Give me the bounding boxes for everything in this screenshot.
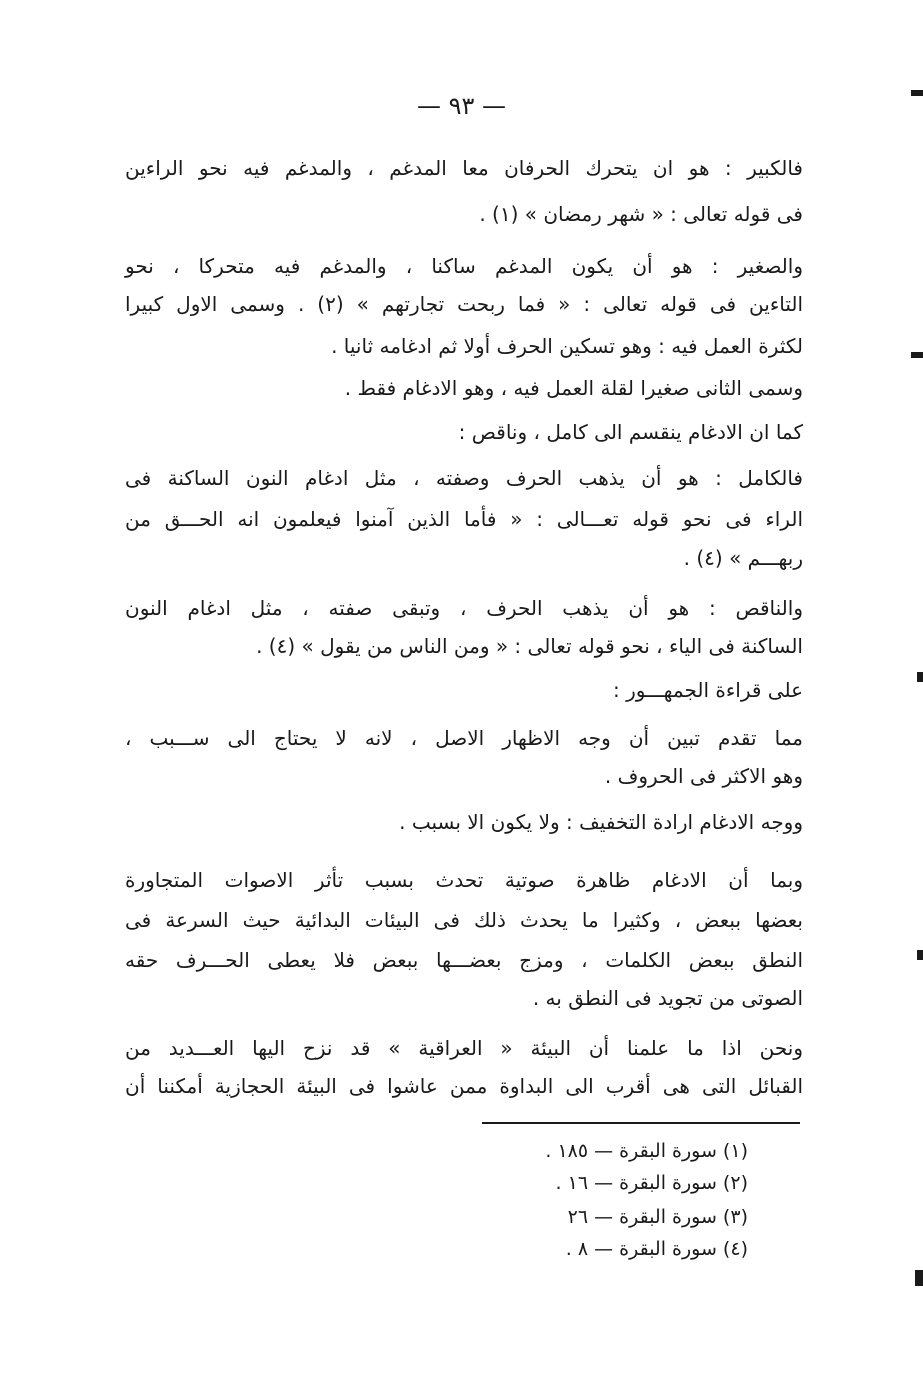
text-line: على قراءة الجمهـــور : bbox=[613, 678, 803, 702]
scan-edge-mark bbox=[915, 1270, 923, 1286]
text-line: وبما أن الادغام ظاهرة صوتية تحدث بسبب تأثر الاصوات المتجاورة bbox=[125, 868, 803, 892]
text-line: التاءين فى قوله تعالى : « فما ربحت تجارتهم » (٢) . وسمى الاول كبيرا bbox=[125, 292, 804, 316]
text-line: والصغير : هو أن يكون المدغم ساكنا ، والمدغم فيه متحركا ، نحو bbox=[125, 254, 803, 278]
text-line: ونحن اذا ما علمنا أن البيئة « العراقية » قد نزح اليها العـــديد من bbox=[125, 1036, 803, 1060]
text-line: كما ان الادغام ينقسم الى كامل ، وناقص : bbox=[458, 420, 803, 444]
text-line: الساكنة فى الياء ، نحو قوله تعالى : « ومن الناس من يقول » (٤) . bbox=[256, 634, 803, 658]
footnote: (٢) سورة البقرة — ١٦ . bbox=[555, 1172, 748, 1194]
scan-edge-mark bbox=[911, 90, 923, 96]
scan-edge-mark bbox=[917, 672, 923, 682]
text-line: ووجه الادغام ارادة التخفيف : ولا يكون الا بسبب . bbox=[399, 810, 803, 834]
page-number: — ٩٣ — bbox=[416, 92, 507, 120]
text-line: القبائل التى هى أقرب الى البداوة ممن عاشوا فى البيئة الحجازية أمكننا أن bbox=[125, 1074, 803, 1098]
text-line: بعضها ببعض ، وكثيرا ما يحدث ذلك فى البيئات البدائية حيث السرعة فى bbox=[125, 908, 803, 932]
scan-edge-mark bbox=[911, 352, 923, 358]
text-line: لكثرة العمل فيه : وهو تسكين الحرف أولا ثم ادغامه ثانيا . bbox=[331, 334, 803, 358]
text-line: وهو الاكثر فى الحروف . bbox=[604, 764, 803, 788]
scan-edge-mark bbox=[917, 950, 923, 960]
text-line: النطق ببعض الكلمات ، ومزج بعضـــها ببعض فلا يعطى الحـــرف حقه bbox=[125, 948, 803, 972]
text-line: فالكامل : هو أن يذهب الحرف وصفته ، مثل ادغام النون الساكنة فى bbox=[125, 466, 803, 490]
footnote-divider bbox=[482, 1122, 800, 1124]
text-line: مما تقدم تبين أن وجه الاظهار الاصل ، لانه لا يحتاج الى ســـبب ، bbox=[125, 726, 803, 750]
text-line: الصوتى من تجويد فى النطق به . bbox=[532, 986, 803, 1010]
text-line: وسمى الثانى صغيرا لقلة العمل فيه ، وهو الادغام فقط . bbox=[344, 376, 803, 400]
footnote: (٤) سورة البقرة — ٨ . bbox=[565, 1238, 748, 1260]
text-line: فى قوله تعالى : « شهر رمضان » (١) . bbox=[479, 202, 803, 226]
text-line: والناقص : هو أن يذهب الحرف ، وتبقى صفته ، مثل ادغام النون bbox=[125, 596, 803, 620]
text-line: فالكبير : هو ان يتحرك الحرفان معا المدغم ، والمدغم فيه نحو الراءين bbox=[125, 156, 803, 180]
text-line: ربهـــم » (٤) . bbox=[683, 546, 803, 570]
text-line: الراء فى نحو قوله تعـــالى : « فأما الذين آمنوا فيعلمون انه الحـــق من bbox=[125, 507, 803, 531]
footnote: (٣) سورة البقرة — ٢٦ bbox=[567, 1206, 748, 1228]
footnote: (١) سورة البقرة — ١٨٥ . bbox=[545, 1140, 748, 1162]
